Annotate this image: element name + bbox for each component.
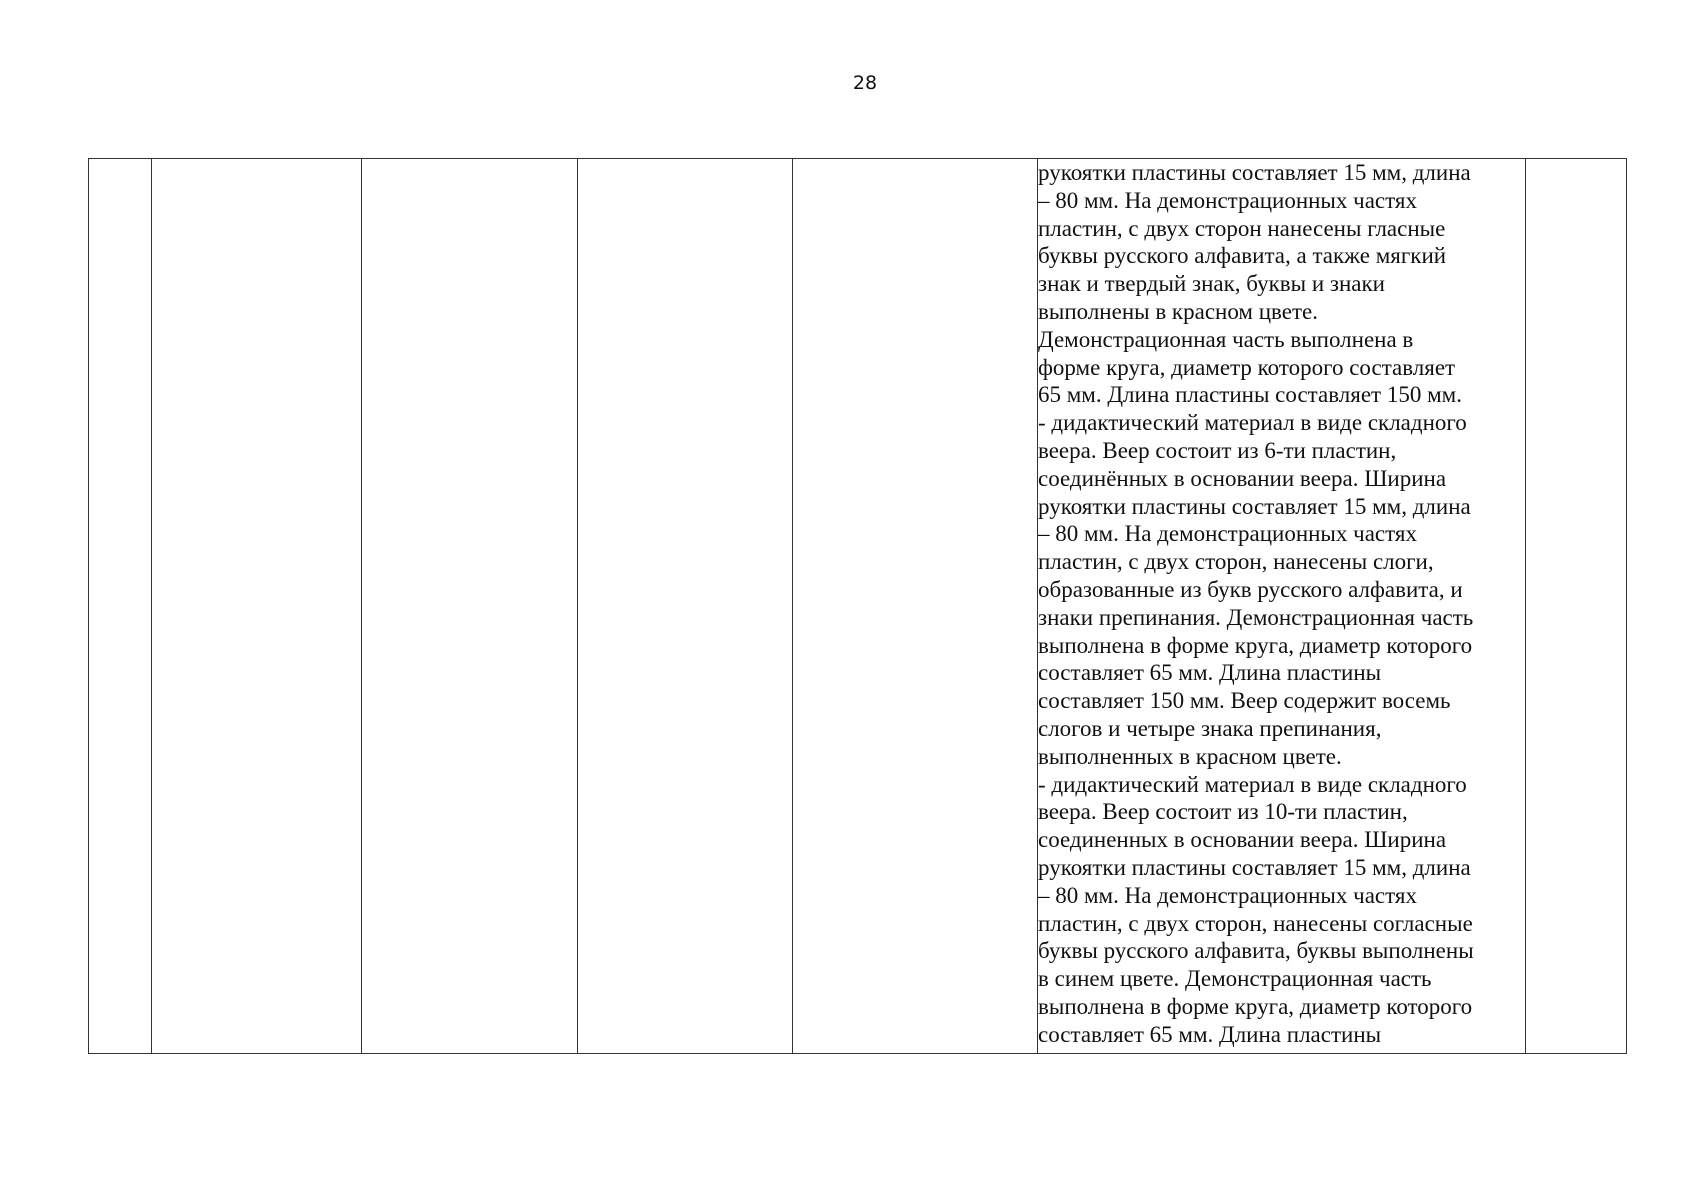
table-cell-2 xyxy=(152,159,362,1054)
description-line: выполнены в красном цвете. xyxy=(1038,298,1318,324)
description-line: составляет 65 мм. Длина пластины xyxy=(1038,660,1382,686)
description-line: - дидактический материал в виде складного xyxy=(1038,410,1467,436)
description-line: форме круга, диаметр которого составляет xyxy=(1038,354,1456,380)
description-line: рукоятки пластины составляет 15 мм, длина xyxy=(1038,493,1471,519)
description-line: буквы русского алфавита, буквы выполнены xyxy=(1038,938,1474,964)
description-line: веера. Веер состоит из 6-ти пластин, xyxy=(1038,437,1397,463)
description-line: – 80 мм. На демонстрационных частях xyxy=(1038,882,1417,908)
table-row xyxy=(89,159,1627,1054)
table-cell-4 xyxy=(578,159,793,1054)
description-line: соединенных в основании веера. Ширина xyxy=(1038,827,1447,853)
table-cell-3 xyxy=(362,159,578,1054)
description-line: - дидактический материал в виде складного xyxy=(1038,771,1467,797)
description-line: составляет 150 мм. Веер содержит восемь xyxy=(1038,688,1451,714)
description-line: буквы русского алфавита, а также мягкий xyxy=(1038,243,1447,269)
description-line: рукоятки пластины составляет 15 мм, длина xyxy=(1038,160,1471,185)
description-line: слогов и четыре знака препинания, xyxy=(1038,715,1382,741)
description-line: веера. Веер состоит из 10-ти пластин, xyxy=(1038,799,1408,825)
description-line: знак и твердый знак, буквы и знаки xyxy=(1038,271,1385,297)
description-line: – 80 мм. На демонстрационных частях xyxy=(1038,521,1417,547)
description-line: 65 мм. Длина пластины составляет 150 мм. xyxy=(1038,382,1462,408)
description-line: пластин, с двух сторон, нанесены слоги, xyxy=(1038,549,1434,575)
description-text xyxy=(1038,159,1525,1049)
description-line: выполнена в форме круга, диаметр которого xyxy=(1038,993,1473,1019)
table-cell-5 xyxy=(793,159,1038,1054)
page-number: 28 xyxy=(852,72,878,94)
description-line: Демонстрационная часть выполнена в xyxy=(1038,326,1414,352)
table-cell-number xyxy=(89,159,152,1054)
specification-table xyxy=(88,158,1627,1054)
description-line: пластин, с двух сторон нанесены гласные xyxy=(1038,215,1446,241)
description-line: знаки препинания. Демонстрационная часть xyxy=(1038,604,1474,630)
description-line: пластин, с двух сторон, нанесены согласные xyxy=(1038,910,1473,936)
description-line: соединённых в основании веера. Ширина xyxy=(1038,465,1447,491)
description-line: рукоятки пластины составляет 15 мм, длина xyxy=(1038,854,1471,880)
description-line: выполнена в форме круга, диаметр которого xyxy=(1038,632,1473,658)
description-line: составляет 65 мм. Длина пластины xyxy=(1038,1021,1382,1047)
description-line: – 80 мм. На демонстрационных частях xyxy=(1038,187,1417,213)
description-line: образованные из букв русского алфавита, и xyxy=(1038,576,1463,602)
table-cell-description xyxy=(1038,159,1526,1054)
description-line: в синем цвете. Демонстрационная часть xyxy=(1038,966,1432,992)
description-line: выполненных в красном цвете. xyxy=(1038,743,1342,769)
table-cell-7 xyxy=(1526,159,1627,1054)
